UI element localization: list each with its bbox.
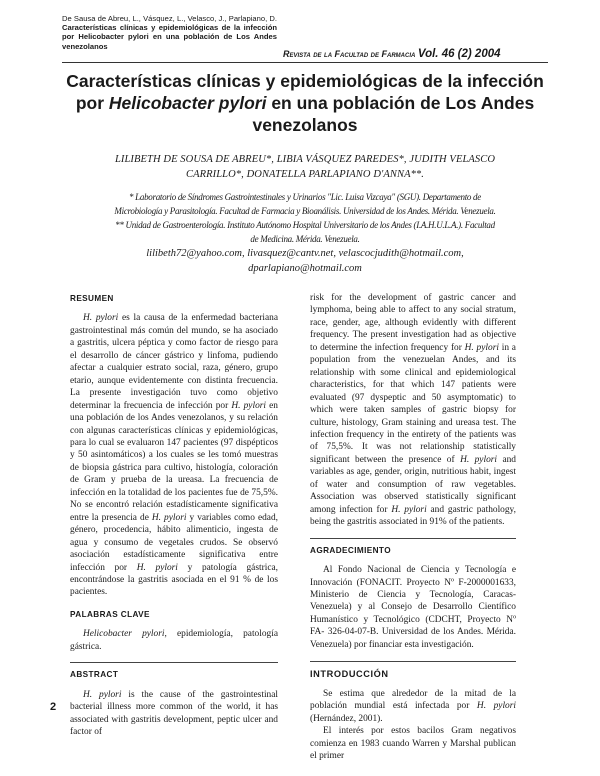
abstract-italic-r2: H. pylori <box>460 454 498 465</box>
agradecimiento-rule <box>310 538 516 539</box>
palabras-clave-text <box>70 628 278 653</box>
title-italic: Helicobacter pylori <box>108 93 267 113</box>
introduccion-paragraph-2: El interés por estos bacilos Gram negativos comienza en 1983 cuando Warren y Marshal publican el primer <box>310 726 516 761</box>
intro-text-1: Se estima que alrededor de la mitad de la población mundial está infectada por <box>310 688 516 712</box>
abstract-text-r3: and variables as age, gender, origin, nutritious habit, ingest of water and consumption of raw vegetables. Association was observed statistically significant among infection for <box>310 454 516 515</box>
abstract-paragraph-right <box>310 292 516 529</box>
page-number: 2 <box>50 701 57 713</box>
authors <box>62 152 548 182</box>
journal-volume: Vol. 46 (2) 2004 <box>417 48 501 60</box>
affiliation-line-1: * Laboratorio de Síndromes Gastrointestinales y Urinarios "Lic. Luisa Vizcaya" (SGU). Departamento de <box>129 192 481 202</box>
citation-title: Características clínicas y epidemiológicas de la infección por Helicobacter pylori en una población de Los Andes venezolanos <box>62 23 277 51</box>
intro-text-2: (Hernández, 2001). <box>310 713 383 724</box>
resumen-paragraph <box>70 312 278 598</box>
resumen-italic-4: H. pylori <box>136 562 178 573</box>
journal-name: Revista de la Facultad de Farmacia <box>283 49 416 59</box>
affiliations <box>78 190 532 246</box>
article-title <box>62 70 548 136</box>
resumen-text-4: y patología gástrica, encontrándose la gastritis asociada en el 91 % de los pacientes. <box>70 562 278 598</box>
authors-line-2: CARRILLO*, DONATELLA PARLAPIANO D'ANNA**. <box>185 169 425 180</box>
palabras-clave-italic: Helicobacter pylori <box>83 629 165 640</box>
journal-header <box>283 48 548 60</box>
resumen-text-1: es la causa de la enfermedad bacteriana gastrointestinal más común del mundo, se ha asociado a gastritis, ulcera péptica y como factor de riesgo para el desarrollo de cáncer gástrico y linfoma, pudiendo afectar a cualquier estrato social, raza, género, grupo etario, aunque evidentemente con distinta frecuencia. La presente investigación tuvo como objetivo determinar la frecuencia de infección por <box>70 313 279 411</box>
agradecimiento-heading: AGRADECIMIENTO <box>310 545 391 555</box>
introduccion-rule <box>310 661 516 662</box>
affiliation-line-4: de Medicina. Mérida. Venezuela. <box>250 234 360 244</box>
resumen-italic-2: H. pylori <box>231 400 267 411</box>
resumen-text-2: en una población de los Andes venezolanos, y su relación con algunas características clínicas y epidemiológicas, para lo cual se evaluaron 147 pacientes (97 dispépticos y 50 asintomáticos) a los cuales se les tomó muestras de biopsia gástrica para cultivo, histología, coloración de Gram y prueba de la ureasa. La frecuencia de infección en la totalidad de los pacientes fue de 75,5%. No se encontró relación estadísticamente significativa entre la presencia de <box>70 400 278 523</box>
title-part-2: en una población de Los Andes venezolanos <box>252 93 535 135</box>
abstract-rule <box>70 662 278 663</box>
abstract-text-r4: and gastric pathology, being the gastritis associated in 91% of the patients. <box>310 504 516 528</box>
abstract-heading: ABSTRACT <box>70 670 119 680</box>
emails <box>62 246 548 276</box>
header-rule <box>62 62 548 63</box>
right-column <box>310 292 516 762</box>
abstract-italic-r3: H. pylori <box>391 504 427 515</box>
left-column <box>70 293 278 739</box>
resumen-italic-3: H. pylori <box>151 512 187 523</box>
abstract-text-r1: risk for the development of gastric cancer and lymphoma, being able to affect to any social stratum, race, gender, age, although evidently with different frequency. The present investigation had as objective to determine the infection frequency for <box>310 293 516 353</box>
introduccion-heading: INTRODUCCIÓN <box>310 669 389 680</box>
abstract-text-left: is the cause of the gastrointestinal bacterial illness more common of the world, it has associated with gastritis development, peptic ulcer and factor of <box>70 689 278 738</box>
title-part-1: Características clínicas y epidemiológicas de la infección por <box>66 71 544 113</box>
affiliation-line-2: Microbiología y Parasitología. Facultad de Farmacia y Bioanálisis. Universidad de los Andes. Mérida. Venezuela. <box>114 206 496 216</box>
abstract-italic-r1: H. pylori <box>464 342 499 353</box>
affiliation-line-3: ** Unidad de Gastroenterología. Instituto Autónomo Hospital Universitario de los Andes (I.A.H.U.L.A.). Facultad <box>115 220 495 230</box>
authors-line-1: LILIBETH DE SOUSA DE ABREU*, LIBIA VÁSQUEZ PAREDES*, JUDITH VELASCO <box>114 154 496 165</box>
resumen-text-3: y variables como edad, género, procedencia, hábito alimenticio, ingesta de agua y consumo de vegetales crudos. Se observó asociación estadísticamente significativa entre infección por <box>70 512 278 573</box>
email-line-1[interactable]: lilibeth72@yahoo.com, livasquez@cantv.net, velascocjudith@hotmail.com, <box>146 248 464 259</box>
palabras-clave-rest: , epidemiología, patología gástrica. <box>70 629 278 652</box>
abstract-text-r2: in a population from the venezuelan Andes, and its relationship with some clinical and epidemiological characteristics, for that which 147 patients were evaluated (97 dyspeptic and 50 asymptomatic) to which were taken samples of gastric biopsy for culture, histology, Gram staining and ureasa test. The infection frequency in the entirety of the patients was of 75,5%. It was not relationship statistically significant between the presence of <box>310 342 516 465</box>
intro-italic: H. pylori <box>476 701 516 712</box>
resumen-heading: RESUMEN <box>70 294 114 303</box>
agradecimiento-text: Al Fondo Nacional de Ciencia y Tecnología e Innovación (FONACIT. Proyecto Nº F-2000001633, Ministerio de Ciencia y Tecnología, Caracas-Venezuela) y al Consejo de Desarrollo Científico Humanístico y Tecnológico (CDCHT, Proyecto Nº FA- 326-04-07-B. Universidad de los Andes. Mérida. Venezuela) por financiar esta investigación. <box>310 565 516 650</box>
running-citation <box>62 14 277 51</box>
palabras-clave-heading: PALABRAS CLAVE <box>70 609 150 619</box>
abstract-paragraph-left <box>70 689 278 739</box>
resumen-italic-1: H. pylori <box>83 313 119 324</box>
introduccion-paragraph-1 <box>310 688 516 725</box>
email-line-2[interactable]: dparlapiano@hotmail.com <box>248 263 362 274</box>
citation-authors: De Sausa de Abreu, L., Vásquez, L., Velasco, J., Parlapiano, D. <box>62 14 277 23</box>
abstract-italic-left: H. pylori <box>83 689 122 700</box>
